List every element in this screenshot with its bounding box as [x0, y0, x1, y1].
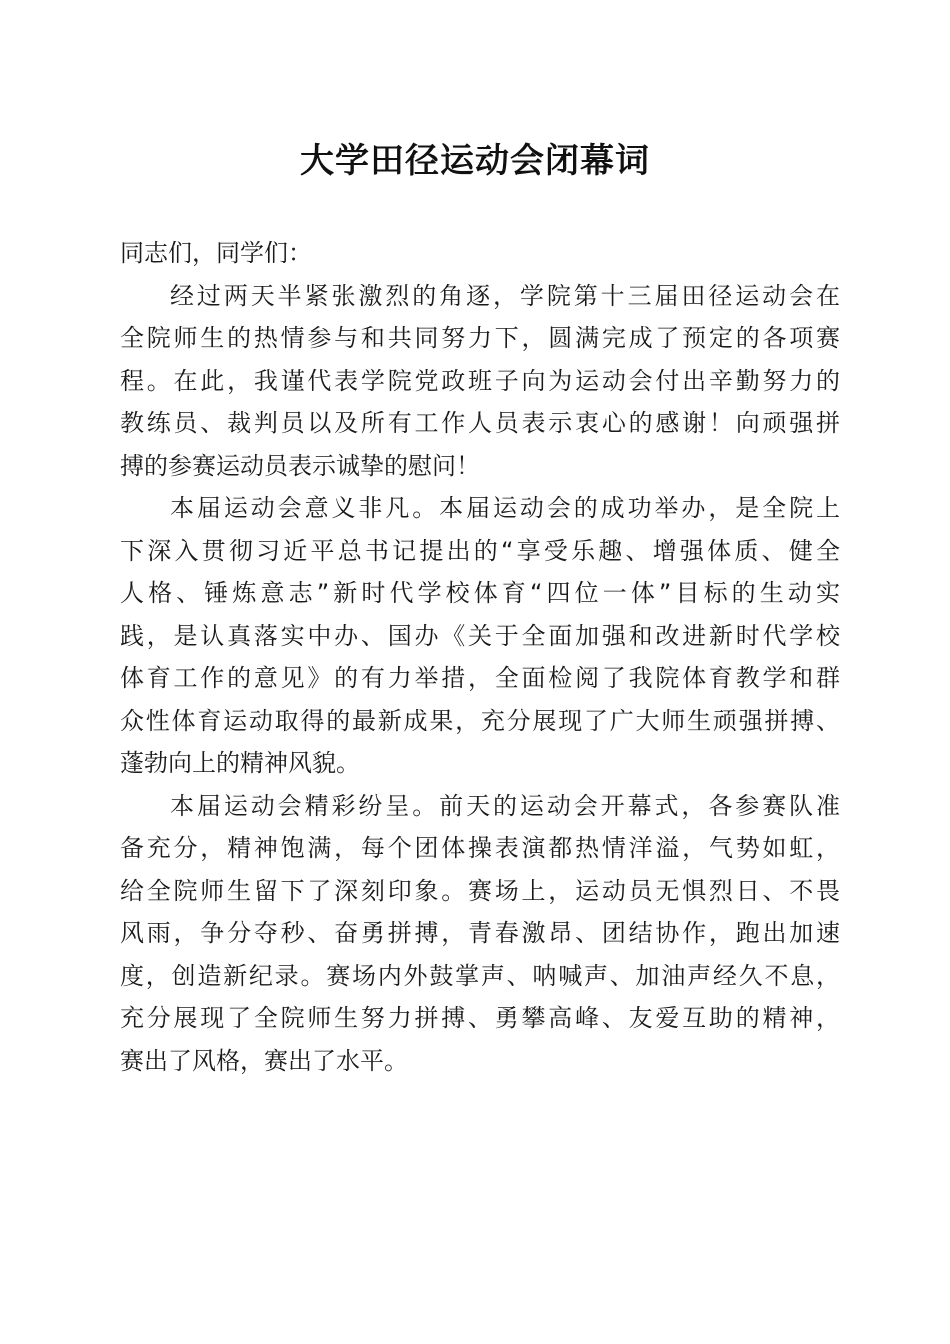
paragraph-line: 教练员、裁判员以及所有工作人员表示衷心的感谢！向顽强拼 [120, 409, 840, 437]
document-body [120, 232, 840, 1082]
paragraph-line: 全院师生的热情参与和共同努力下，圆满完成了预定的各项赛 [120, 324, 840, 352]
paragraph-line: 度，创造新纪录。赛场内外鼓掌声、呐喊声、加油声经久不息， [120, 961, 840, 990]
paragraph-line: 人格、锤炼意志”新时代学校体育“四位一体”目标的生动实 [120, 579, 840, 607]
paragraph-line: 备充分，精神饱满，每个团体操表演都热情洋溢，气势如虹， [120, 834, 840, 862]
paragraph-line: 众性体育运动取得的最新成果，充分展现了广大师生顽强拼搏、 [120, 706, 840, 735]
paragraph-line: 风雨，争分夺秒、奋勇拼搏，青春激昂、团结协作，跑出加速 [120, 919, 840, 947]
paragraph-1 [120, 275, 840, 488]
paragraph-line: 赛出了风格，赛出了水平。 [120, 1046, 408, 1075]
paragraph-line: 本届运动会意义非凡。本届运动会的成功举办，是全院上 [170, 494, 840, 522]
paragraph-line: 践，是认真落实中办、国办《关于全面加强和改进新时代学校 [120, 621, 840, 650]
paragraph-3 [120, 785, 840, 1083]
document-title: 大学田径运动会闭幕词 [300, 141, 650, 181]
paragraph-line: 体育工作的意见》的有力举措，全面检阅了我院体育教学和群 [120, 664, 840, 692]
paragraph-line: 下深入贯彻习近平总书记提出的“享受乐趣、增强体质、健全 [120, 536, 840, 565]
paragraph-line: 蓬勃向上的精神风貌。 [120, 749, 360, 777]
paragraph-line: 给全院师生留下了深刻印象。赛场上，运动员无惧烈日、不畏 [120, 876, 840, 905]
greeting-line: 同志们，同学们： [120, 239, 312, 267]
paragraph-line: 充分展现了全院师生努力拼搏、勇攀高峰、友爱互助的精神， [120, 1004, 840, 1032]
paragraph-line: 经过两天半紧张激烈的角逐，学院第十三届田径运动会在 [170, 281, 840, 310]
paragraph-line: 本届运动会精彩纷呈。前天的运动会开幕式，各参赛队准 [170, 791, 840, 820]
paragraph-2 [120, 487, 840, 785]
paragraph-line: 搏的参赛运动员表示诚挚的慰问！ [120, 451, 480, 480]
paragraph-line: 程。在此，我谨代表学院党政班子向为运动会付出辛勤努力的 [120, 366, 840, 395]
